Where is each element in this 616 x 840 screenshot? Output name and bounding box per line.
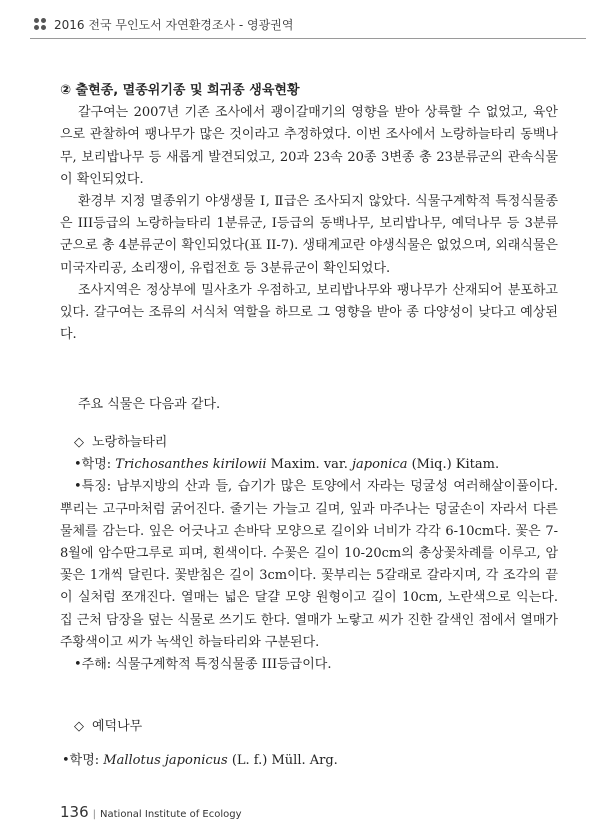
section-body: [60, 80, 558, 346]
sci-label-2: •학명:: [62, 753, 104, 769]
plant-name-2: 예덕나무: [92, 719, 143, 734]
plant-entry-1: [60, 432, 558, 676]
footer-institute: National Institute of Ecology: [100, 809, 242, 820]
sci-genus-species-1: Trichosanthes kirilowii: [115, 457, 267, 473]
plant-title-1: [60, 432, 558, 454]
paragraph-1: 갈구여는 2007년 기존 조사에서 괭이갈매기의 영향을 받아 상륙할 수 없었고, 육안으로 관찰하여 팽나무가 많은 것이라고 추정하였다. 이번 조사에서 노랑하늘타리 동백나무, 보리밥나무 등 새롭게 발견되었고, 20과 23속 20종 3변종 총 23분류군의 관속식물이 확인되었다.: [60, 105, 558, 187]
header-rule: [30, 38, 586, 39]
intro-text: 주요 식물은 다음과 같다.: [78, 397, 221, 412]
sci-variety-1: japonica: [351, 457, 408, 473]
plant-features-1: •특징: 남부지방의 산과 들, 습기가 많은 토양에서 자라는 덩굴성 여러해살이풀이다. 뿌리는 고구마처럼 굵어진다. 줄기는 가늘고 길며, 잎과 마주나는 덩굴손이 자라서 다른 물체를 감는다. 잎은 어긋나고 손바닥 모양으로 길이와 너비가 각각 6-10cm다. 꽃은 7-8월에 암수딴그루로 피며, 흰색이다. 수꽃은 길이 10-20cm의 총상꽃차례를 이루고, 암꽃은 1개씩 달린다. 꽃받침은 길이 3cm이다. 꽃부리는 5갈래로 갈라지며, 각 조각의 끝이 실처럼 쪼개진다. 열매는 넓은 달걀 모양 원형이고 길이 10cm, 노란색으로 익는다. 집 근처 담장을 덮는 식물로 쓰기도 한다. 열매가 노랗고 씨가 진한 갈색인 점에서 열매가 주황색이고 씨가 녹색인 하늘타리와 구분된다.: [60, 479, 558, 650]
header-title: 2016 전국 무인도서 자연환경조사 - 영광권역: [54, 18, 294, 32]
plant-sci-2: [60, 750, 558, 772]
plant-sci-1: [60, 454, 558, 476]
sci-genus-species-2: Mallotus japonicus: [103, 753, 228, 769]
sci-author-1b: (Miq.) Kitam.: [407, 457, 500, 473]
header-dots-icon: [34, 18, 48, 32]
intro-line: [60, 394, 558, 416]
section-heading: ② 출현종, 멸종위기종 및 희귀종 생육현황: [60, 83, 300, 98]
footer-separator: |: [92, 809, 97, 820]
page-number: 136: [60, 803, 89, 821]
diamond-icon: ◇: [74, 435, 84, 450]
paragraph-3: 조사지역은 정상부에 밀사초가 우점하고, 보리밥나무와 팽나무가 산재되어 분포하고 있다. 갈구여는 조류의 서식처 역할을 하므로 그 영향을 받아 종 다양성이 낮다고 예상된다.: [60, 282, 558, 343]
plant-note-1: •주해: 식물구계학적 특정식물종 III등급이다.: [74, 657, 332, 673]
paragraph-2: 환경부 지정 멸종위기 야생생물 Ⅰ, Ⅱ급은 조사되지 않았다. 식물구계학적 특정식물종은 III등급의 노랑하늘타리 1분류군, I등급의 동백나무, 보리밥나무, 예덕나무 등 3분류군으로 총 4분류군이 확인되었다(표 II-7). 생태계교란 야생식물은 없었으며, 외래식물은 미국자리공, 소리쟁이, 유럽전호 등 3분류군이 확인되었다.: [60, 194, 558, 276]
page-header: [0, 0, 616, 40]
page-footer: [60, 802, 242, 821]
plant-title-2: [60, 716, 558, 738]
plant-name-1: 노랑하늘타리: [92, 435, 168, 450]
sci-label-1: •학명:: [74, 457, 116, 473]
sci-author-2: (L. f.) Müll. Arg.: [227, 753, 338, 769]
plant-entry-2: [60, 716, 558, 772]
diamond-icon: ◇: [74, 719, 84, 734]
sci-author-1a: Maxim. var.: [266, 457, 352, 473]
